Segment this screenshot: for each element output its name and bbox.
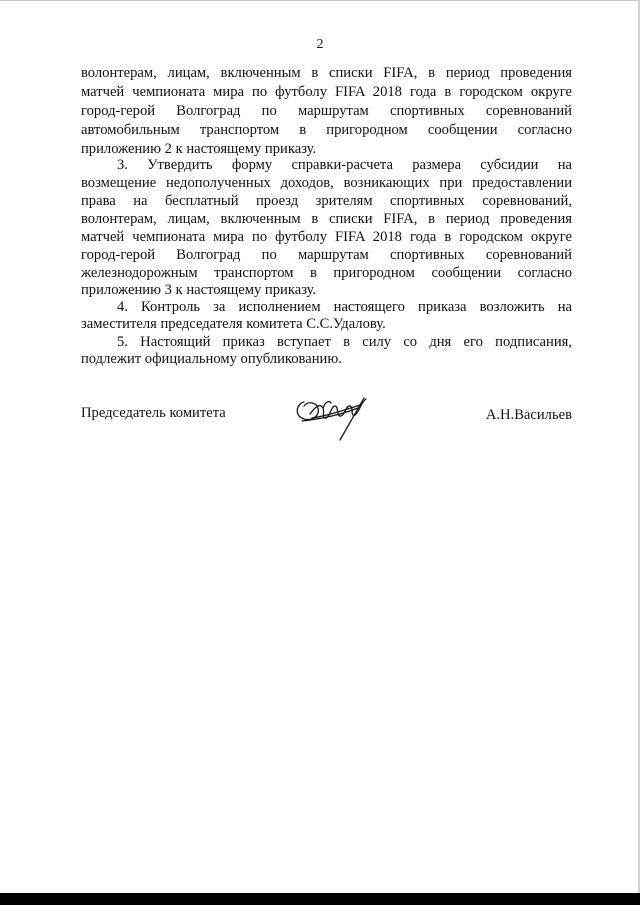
body-line-paragraph-3: 3. Утвердить форму справки-расчета размера субсидии на bbox=[117, 157, 572, 173]
body-line: права на бесплатный проезд зрителям спортивных соревнований, bbox=[81, 193, 572, 209]
handwritten-signature-icon bbox=[290, 388, 380, 444]
body-line: волонтерам, лицам, включенным в списки FIFA, в период проведения bbox=[81, 211, 572, 227]
body-line: матчей чемпионата мира по футболу FIFA 2018 года в городском округе bbox=[81, 229, 572, 245]
body-line: приложению 3 к настоящему приказу. bbox=[81, 282, 317, 298]
body-line-paragraph-4: 4. Контроль за исполнением настоящего приказа возложить на bbox=[117, 299, 572, 315]
scan-bottom-border bbox=[0, 893, 640, 905]
body-line: город-герой Волгоград по маршрутам спортивных соревнований bbox=[81, 103, 572, 119]
body-line: город-герой Волгоград по маршрутам спортивных соревнований bbox=[81, 247, 572, 263]
body-line: волонтерам, лицам, включенным в списки FIFA, в период проведения bbox=[81, 65, 572, 81]
page-number: 2 bbox=[316, 37, 324, 52]
body-line: заместителя председателя комитета С.С.Удалову. bbox=[81, 316, 386, 332]
body-line: железнодорожным транспортом в пригородном сообщении согласно bbox=[81, 265, 572, 281]
body-line: возмещение недополученных доходов, возникающих при предоставлении bbox=[81, 175, 572, 191]
signatory-name: А.Н.Васильев bbox=[485, 407, 572, 423]
body-line: подлежит официальному опубликованию. bbox=[81, 351, 342, 367]
body-line: матчей чемпионата мира по футболу FIFA 2018 года в городском округе bbox=[81, 84, 572, 100]
body-line: приложению 2 к настоящему приказу. bbox=[81, 141, 317, 157]
signatory-title: Председатель комитета bbox=[81, 405, 226, 421]
body-line: автомобильным транспортом в пригородном сообщении согласно bbox=[81, 122, 572, 138]
body-line-paragraph-5: 5. Настоящий приказ вступает в силу со дня его подписания, bbox=[117, 334, 572, 350]
scan-top-edge bbox=[0, 0, 640, 1]
